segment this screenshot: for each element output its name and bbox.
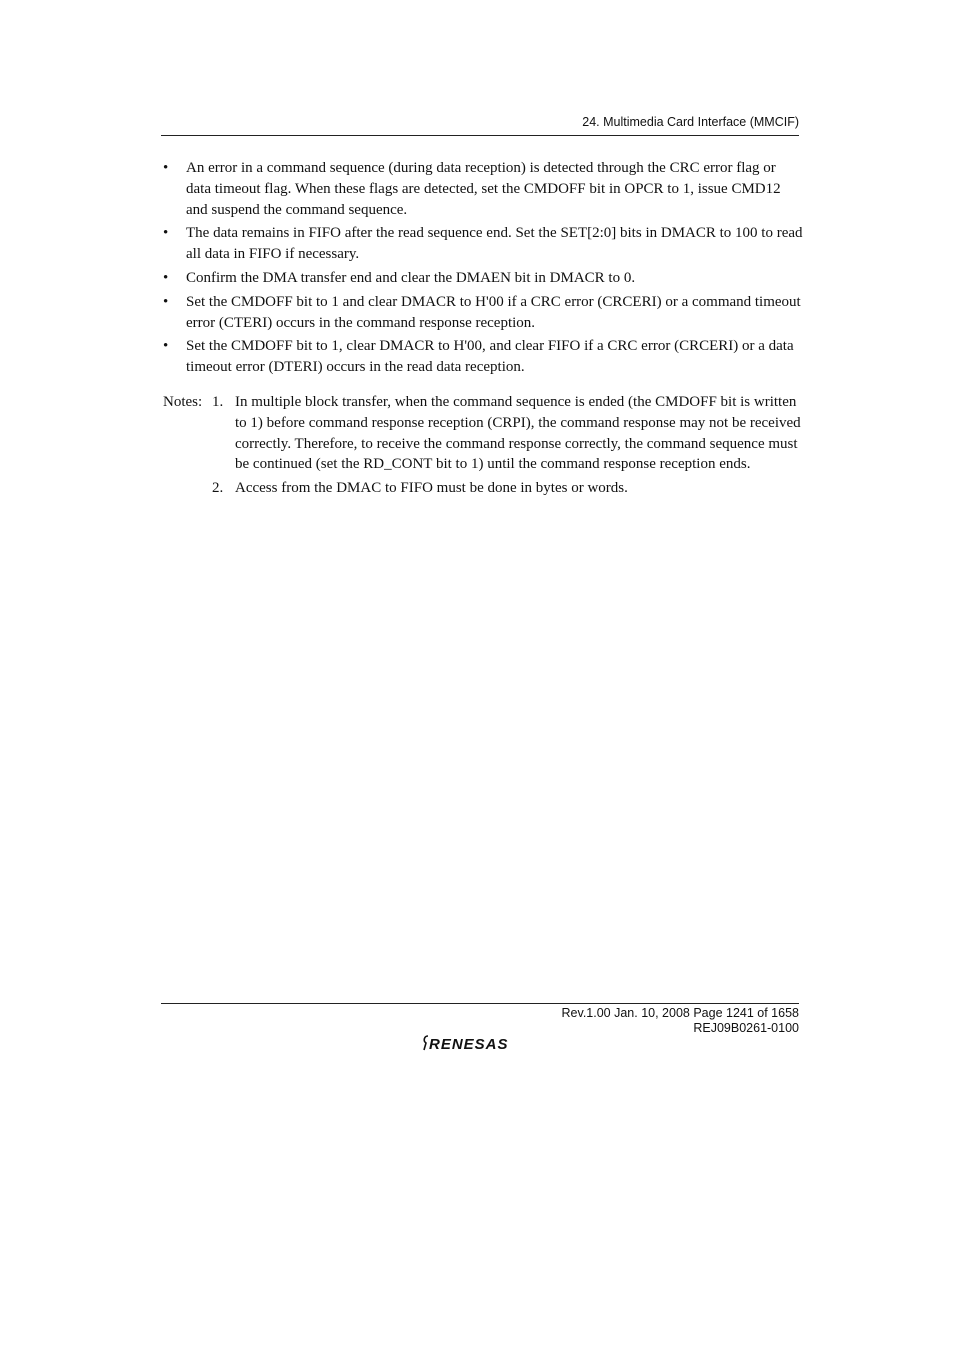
note-number: 1. <box>212 393 224 410</box>
bullet-text: The data remains in FIFO after the read sequence end. Set the SET[2:0] bits in DMACR to 100 to read all data in FIFO if necessary. <box>186 225 803 263</box>
revision-info: Rev.1.00 Jan. 10, 2008 Page 1241 of 1658 <box>561 1006 799 1020</box>
bullet-text: Set the CMDOFF bit to 1 and clear DMACR to H'00 if a CRC error (CRCERI) or a command timeout error (CTERI) occurs in the command response reception. <box>186 293 801 331</box>
bullet-text: Set the CMDOFF bit to 1, clear DMACR to H'00, and clear FIFO if a CRC error (CRCERI) or a data timeout error (DTERI) occurs in the read data reception. <box>186 338 794 376</box>
page-header <box>161 113 799 136</box>
note-item <box>163 392 803 475</box>
notes-section <box>163 392 803 499</box>
list-item <box>163 223 803 265</box>
bullet-icon: • <box>163 269 169 286</box>
bullet-text: An error in a command sequence (during data reception) is detected through the CRC error flag or data timeout flag. When these flags are detected, set the CMDOFF bit in OPCR to 1, issue CMD12 and suspend the command sequence. <box>186 160 781 218</box>
renesas-logo <box>422 1032 542 1054</box>
note-number: 2. <box>212 480 224 497</box>
list-item <box>163 292 803 334</box>
note-item <box>163 478 803 499</box>
note-text: In multiple block transfer, when the command sequence is ended (the CMDOFF bit is written to 1) before command response reception (CRPI), the command response may not be received correctly. Therefore, to receive the command response correctly, the command sequence must be continued (set the RD_CONT bit to 1) until the command response reception ends. <box>235 393 801 473</box>
bullet-icon: • <box>163 160 169 176</box>
section-title: 24. Multimedia Card Interface (MMCIF) <box>582 115 799 129</box>
logo-swoosh <box>424 1036 428 1050</box>
document-number: REJ09B0261-0100 <box>693 1021 799 1035</box>
page-body <box>163 158 803 502</box>
bullet-icon: • <box>163 338 169 355</box>
bullet-icon: • <box>163 225 169 242</box>
note-text: Access from the DMAC to FIFO must be done in bytes or words. <box>235 480 628 497</box>
bullet-list <box>163 158 803 378</box>
list-item <box>163 158 803 220</box>
logo-wordmark: RENESAS <box>429 1036 509 1053</box>
notes-label: Notes: <box>163 393 203 410</box>
bullet-icon: • <box>163 293 169 310</box>
list-item <box>163 336 803 378</box>
list-item <box>163 268 803 289</box>
bullet-text: Confirm the DMA transfer end and clear the DMAEN bit in DMACR to 0. <box>186 269 636 286</box>
